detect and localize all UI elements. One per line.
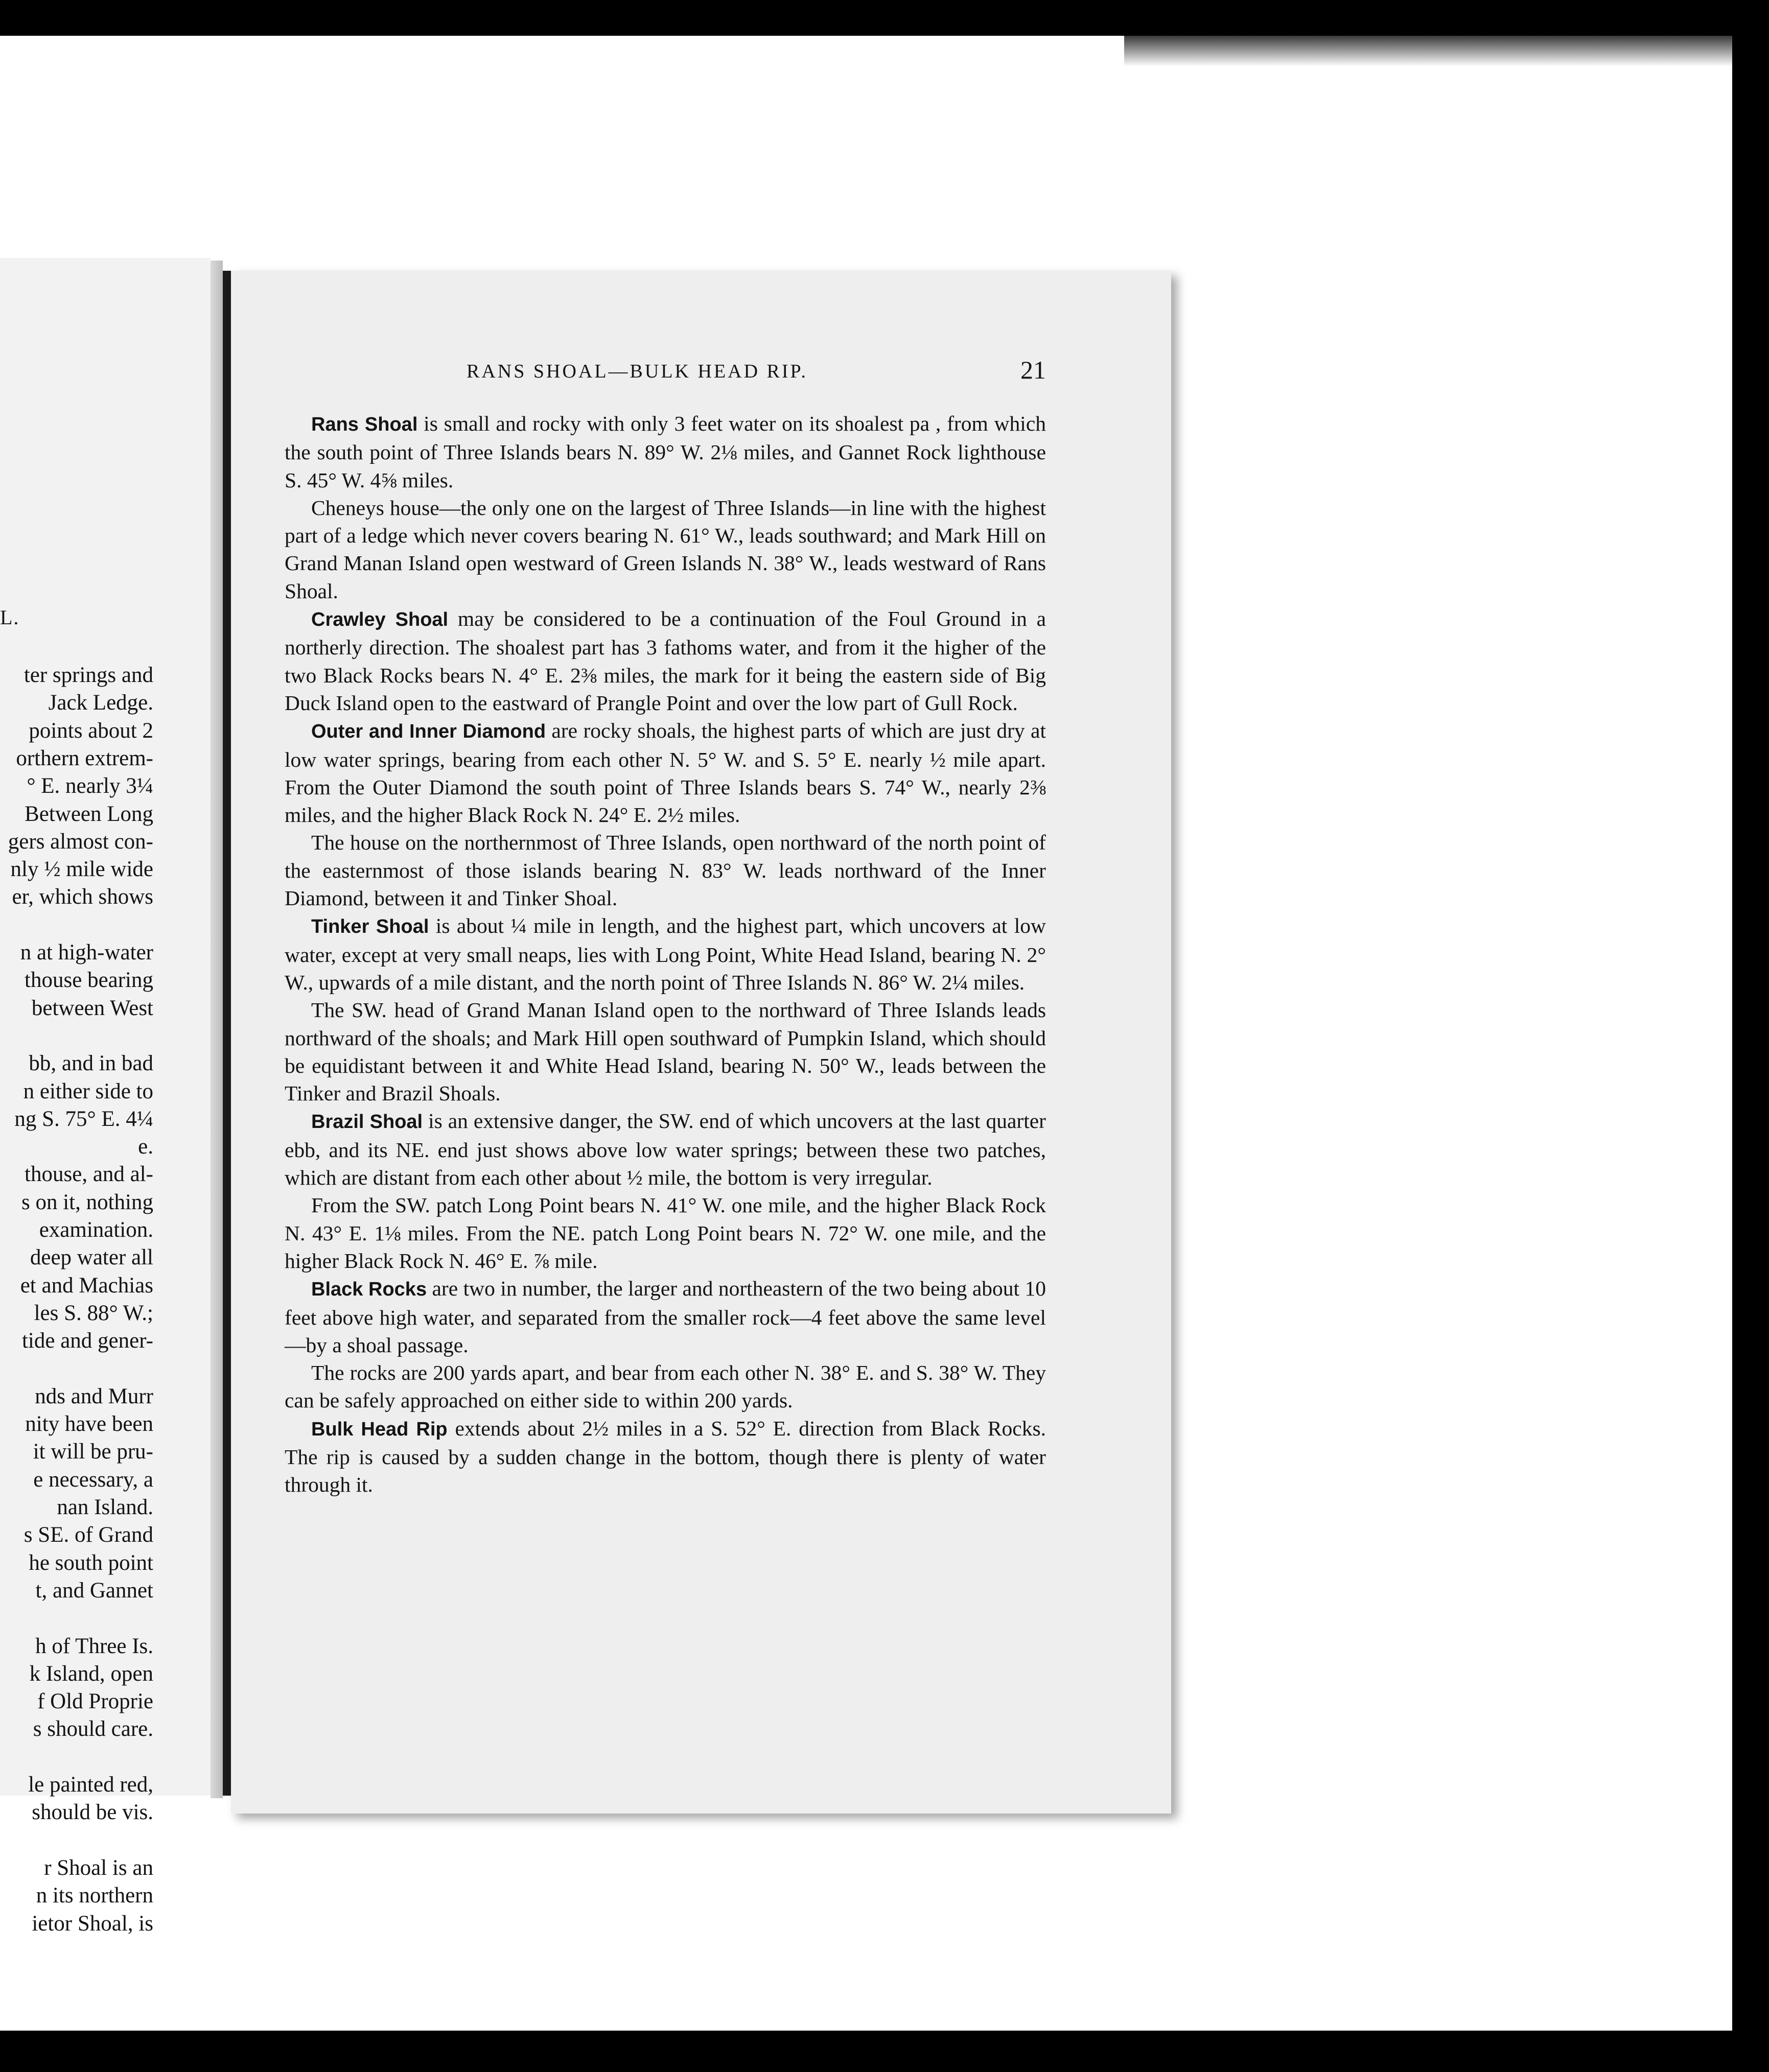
text-line: ng S. 75° E. 4¼ bbox=[14, 1106, 153, 1131]
book-spine bbox=[223, 271, 231, 1796]
text-line: f Old Proprie bbox=[37, 1689, 153, 1714]
text-line: nds and Murr bbox=[35, 1384, 153, 1408]
text-line: deep water all bbox=[30, 1245, 153, 1270]
page-gutter bbox=[211, 261, 223, 1798]
paragraph bbox=[285, 996, 1046, 1107]
section-heading: Crawley Shoal bbox=[311, 609, 449, 631]
paragraph-text: The SW. head of Grand Manan Island open to the northward of Three Islands leads northward of the shoals; and Mark Hill open southward of Pumpkin Island, which should be equidistant between it and White Head Island, bearing N. 50° W., leads between the Tinker and Brazil Shoals. bbox=[285, 998, 1046, 1105]
section-heading: Black Rocks bbox=[311, 1279, 427, 1301]
text-line: should be vis. bbox=[32, 1800, 153, 1825]
previous-page-header: L. bbox=[0, 606, 20, 629]
text-line: ter springs and bbox=[24, 663, 153, 687]
paragraph-text: may be considered to be a continuation of the Foul Ground in a northerly direction. The shoalest part has 3 fathoms water, and from it the higher of the two Black Rocks bears N. 4° E. 2⅜ miles, the mark for it being the eastern side of Big Duck Island open to the eastward of Prangle Point and over the low part of Gull Rock. bbox=[285, 607, 1046, 715]
paragraph-text: are two in number, the larger and northeastern of the two being about 10 feet above high water, and separated from the smaller rock—4 feet above the same level—by a shoal passage. bbox=[285, 1277, 1046, 1357]
text-line: s should care. bbox=[33, 1717, 153, 1741]
running-header: RANS SHOAL—BULK HEAD RIP. bbox=[467, 361, 808, 382]
paragraph bbox=[285, 605, 1046, 717]
text-line: e. bbox=[138, 1135, 153, 1159]
paragraph bbox=[285, 912, 1046, 996]
section-heading: Bulk Head Rip bbox=[311, 1418, 448, 1440]
microfilm-border-right bbox=[1732, 0, 1769, 2072]
paragraph-text: is about ¼ mile in length, and the highest part, which uncovers at low water, except at very small neaps, lies with Long Point, White Head Island, bearing N. 2° W., upwards of a mile distant, and the north point of Three Islands N. 86° W. 2¼ miles. bbox=[285, 914, 1046, 994]
text-line: ° E. nearly 3¼ bbox=[27, 774, 153, 798]
text-line: s on it, nothing bbox=[21, 1190, 153, 1214]
paragraph bbox=[285, 1415, 1046, 1499]
text-line: n either side to bbox=[23, 1079, 153, 1103]
current-page bbox=[231, 271, 1171, 1814]
text-line: examination. bbox=[39, 1218, 153, 1242]
text-line: nly ½ mile wide bbox=[10, 857, 153, 882]
paragraph bbox=[285, 494, 1046, 605]
paragraph-text: The house on the northernmost of Three Islands, open northward of the north point of the easternmost of those islands bearing N. 83° W. leads northward of the Inner Diamond, between it and Tinker Shoal. bbox=[285, 831, 1046, 910]
paragraph-text: extends about 2½ miles in a S. 52° E. direction from Black Rocks. The rip is caused by a sudden change in the bottom, though there is plenty of water through it. bbox=[285, 1416, 1046, 1497]
text-line: n its northern bbox=[36, 1883, 153, 1908]
section-heading: Tinker Shoal bbox=[311, 916, 429, 938]
paragraph-text: The rocks are 200 yards apart, and bear from each other N. 38° E. and S. 38° W. They can be safely approached on either side to within 200 yards. bbox=[285, 1361, 1046, 1412]
text-line: le painted red, bbox=[28, 1773, 153, 1797]
text-line: thouse, and al- bbox=[25, 1162, 153, 1187]
text-line: ietor Shoal, is bbox=[32, 1911, 153, 1936]
paragraph-text: is an extensive danger, the SW. end of which uncovers at the last quarter ebb, and its NE. end just shows above low water springs; between these two patches, which are distant from each other about ½ mile, the bottom is very irregular. bbox=[285, 1109, 1046, 1190]
text-line: k Island, open bbox=[29, 1661, 153, 1686]
text-line: he south point bbox=[29, 1550, 153, 1575]
text-line: n at high-water bbox=[20, 940, 153, 964]
paragraph bbox=[285, 1107, 1046, 1191]
text-line: les S. 88° W.; bbox=[34, 1301, 153, 1325]
text-line: tide and gener- bbox=[21, 1329, 153, 1353]
text-line: points about 2 bbox=[29, 718, 153, 743]
text-line: gers almost con- bbox=[8, 829, 153, 854]
text-line: h of Three Is. bbox=[35, 1634, 153, 1658]
paragraph bbox=[285, 717, 1046, 829]
text-line: between West bbox=[31, 996, 153, 1020]
text-line: it will be pru- bbox=[33, 1440, 153, 1464]
text-line: et and Machias bbox=[20, 1273, 153, 1298]
microfilm-border-top bbox=[0, 0, 1769, 36]
text-line: nan Island. bbox=[57, 1495, 153, 1519]
text-line: e necessary, a bbox=[33, 1467, 153, 1492]
text-line: s SE. of Grand bbox=[24, 1523, 153, 1547]
text-line: thouse bearing bbox=[25, 968, 153, 993]
text-line: bb, and in bad bbox=[29, 1051, 153, 1076]
section-heading: Brazil Shoal bbox=[311, 1111, 423, 1133]
text-line: Between Long bbox=[25, 802, 153, 826]
page-number: 21 bbox=[1020, 356, 1046, 384]
paragraph bbox=[285, 410, 1046, 494]
section-heading: Rans Shoal bbox=[311, 414, 418, 435]
text-line: er, which shows bbox=[12, 885, 153, 909]
microfilm-edge-shadow bbox=[1124, 36, 1732, 66]
paragraph-text: From the SW. patch Long Point bears N. 41° W. one mile, and the higher Black Rock N. 43° E. 1⅛ miles. From the NE. patch Long Point bears N. 72° W. one mile, and the higher Black Rock N. 46° E. ⅞ mile. bbox=[285, 1193, 1046, 1273]
paragraph-text: are rocky shoals, the highest parts of which are just dry at low water springs, bearing from each other N. 5° W. and S. 5° E. nearly ½ mile apart. From the Outer Diamond the south point of Three Islands bears S. 74° W., nearly 2⅜ miles, and the higher Black Rock N. 24° E. 2½ miles. bbox=[285, 719, 1046, 827]
text-line: t, and Gannet bbox=[35, 1578, 153, 1603]
text-line: Jack Ledge. bbox=[48, 691, 153, 715]
paragraph-text: is small and rocky with only 3 feet water on its shoalest pa , from which the south point of Three Islands bears N. 89° W. 2⅛ miles, and Gannet Rock lighthouse S. 45° W. 4⅝ miles. bbox=[285, 412, 1046, 492]
paragraph bbox=[285, 1191, 1046, 1275]
paragraph-text: Cheneys house—the only one on the largest of Three Islands—in line with the highest part of a ledge which never covers bearing N. 61° W., leads southward; and Mark Hill on Grand Manan Island open westward of Green Islands N. 38° W., leads westward of Rans Shoal. bbox=[285, 496, 1046, 603]
previous-page bbox=[0, 258, 211, 1936]
text-line: nity have been bbox=[25, 1412, 153, 1437]
paragraph bbox=[285, 1359, 1046, 1415]
page-body bbox=[285, 410, 1046, 1499]
section-heading: Outer and Inner Diamond bbox=[311, 721, 546, 743]
text-line: orthern extrem- bbox=[16, 746, 153, 770]
text-line: r Shoal is an bbox=[44, 1855, 153, 1880]
paragraph bbox=[285, 1275, 1046, 1359]
paragraph bbox=[285, 829, 1046, 912]
microfilm-border-bottom bbox=[0, 2031, 1769, 2072]
